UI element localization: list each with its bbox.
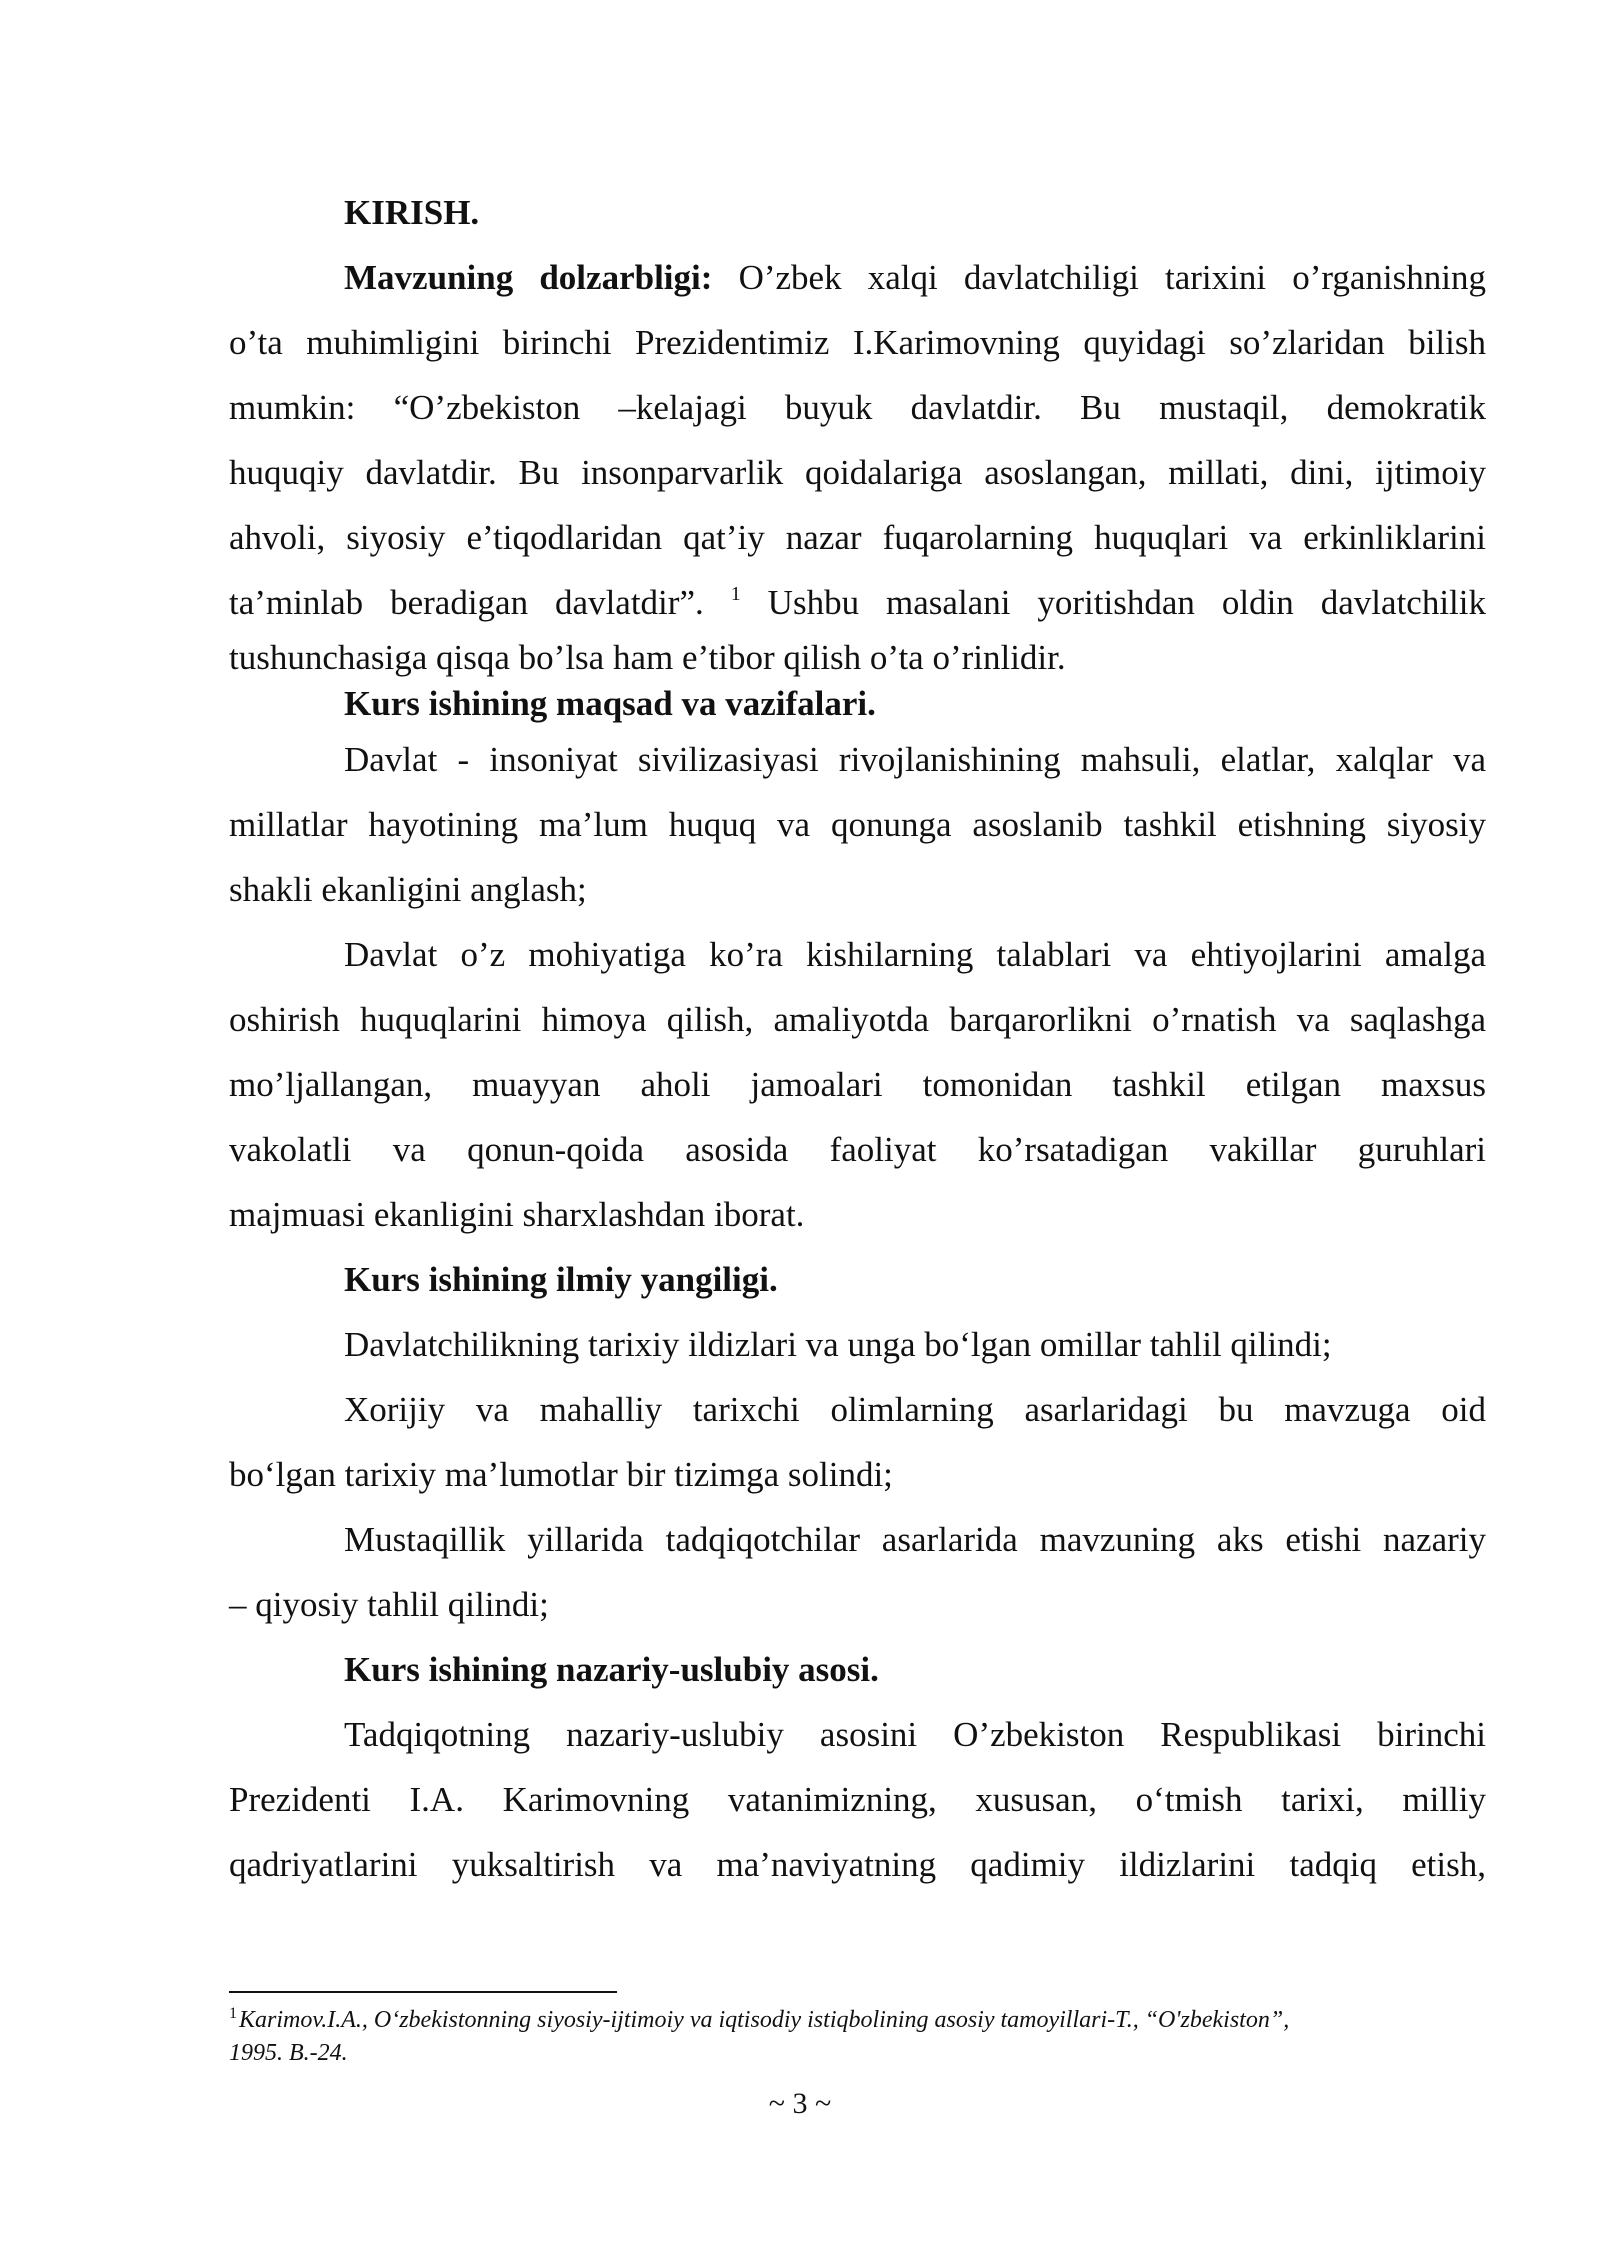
text-run: O’zbek xalqi davlatchiligi tarixini o’rganishning [738, 258, 1486, 297]
paragraph-line: millatlar hayotining ma’lum huquq va qonunga asoslanib tashkil etishning siyosiy [229, 805, 1486, 844]
footnote-line [229, 2004, 1486, 2037]
paragraph-line: mo’ljallangan, muayyan aholi jamoalari tomonidan tashkil etilgan maxsus [229, 1065, 1486, 1104]
paragraph-line [229, 570, 1486, 635]
paragraph-line: o’ta muhimligini birinchi Prezidentimiz I.Karimovning quyidagi so’zlaridan bilish [229, 323, 1486, 362]
footnote-marker: 1 [229, 2005, 237, 2022]
text-run: Ushbu masalani yoritishdan oldin davlatchilik [767, 583, 1486, 622]
body-text [229, 180, 1486, 1897]
paragraph-line [229, 245, 1486, 310]
paragraph-line: huquqiy davlatdir. Bu insonparvarlik qoidalariga asoslangan, millati, dini, ijtimoiy [229, 453, 1486, 492]
paragraph-line: oshirish huquqlarini himoya qilish, amaliyotda barqarorlikni o’rnatish va saqlashga [229, 1000, 1486, 1039]
paragraph-line: Davlatchilikning tarixiy ildizlari va unga bo‘lgan omillar tahlil qilindi; [344, 1325, 1332, 1364]
paragraph-line: Tadqiqotning nazariy-uslubiy asosini O’zbekiston Respublikasi birinchi [344, 1715, 1486, 1754]
section-label: Mavzuning dolzarbligi: [344, 258, 713, 297]
paragraph-line: ahvoli, siyosiy e’tiqodlaridan qat’iy nazar fuqarolarning huquqlari va erkinliklarini [229, 518, 1486, 557]
paragraph-line: qadriyatlarini yuksaltirish va ma’naviyatning qadimiy ildizlarini tadqiq etish, [229, 1845, 1486, 1884]
paragraph-line: Davlat - insoniyat sivilizasiyasi rivojlanishining mahsuli, elatlar, xalqlar va [344, 740, 1486, 779]
footnote-line: 1995. B.-24. [229, 2040, 348, 2066]
paragraph-line: – qiyosiy tahlil qilindi; [229, 1585, 549, 1624]
section-heading: Kurs ishining maqsad va vazifalari. [344, 684, 876, 723]
paragraph-line: Davlat o’z mohiyatiga ko’ra kishilarning talablari va ehtiyojlarini amalga [344, 935, 1486, 974]
paragraph-line: majmuasi ekanligini sharxlashdan iborat. [229, 1195, 805, 1234]
footnote-separator [229, 1991, 617, 1993]
section-heading: Kurs ishining ilmiy yangiligi. [344, 1260, 778, 1299]
paragraph-line: vakolatli va qonun-qoida asosida faoliyat ko’rsatadigan vakillar guruhlari [229, 1130, 1486, 1169]
paragraph-line: mumkin: “O’zbekiston –kelajagi buyuk davlatdir. Bu mustaqil, demokratik [229, 388, 1486, 427]
paragraph-line: Mustaqillik yillarida tadqiqotchilar asarlarida mavzuning aks etishi nazariy [344, 1520, 1486, 1559]
section-heading: Kurs ishining nazariy-uslubiy asosi. [344, 1650, 879, 1689]
page-number: ~ 3 ~ [768, 2087, 832, 2120]
paragraph-line: shakli ekanligini anglash; [229, 870, 587, 909]
footnote-text: Karimov.I.A., O‘zbekistonning siyosiy-ijtimoiy va iqtisodiy istiqbolining asosiy tamoyillari-T., “O'zbekiston”, [239, 2007, 1290, 2033]
footnote-reference[interactable]: 1 [730, 583, 741, 605]
paragraph-line: tushunchasiga qisqa bo’lsa ham e’tibor qilish o’ta o’rinlidir. [229, 638, 1066, 677]
page-heading: KIRISH. [344, 193, 480, 232]
text-run: ta’minlab beradigan davlatdir”. [229, 583, 704, 622]
paragraph-line: Xorijiy va mahalliy tarixchi olimlarning asarlaridagi bu mavzuga oid [344, 1390, 1486, 1429]
paragraph-line: bo‘lgan tarixiy ma’lumotlar bir tizimga solindi; [229, 1455, 893, 1494]
footnote [229, 2004, 1486, 2070]
paragraph-line: Prezidenti I.A. Karimovning vatanimizning, xususan, o‘tmish tarixi, milliy [229, 1780, 1486, 1819]
